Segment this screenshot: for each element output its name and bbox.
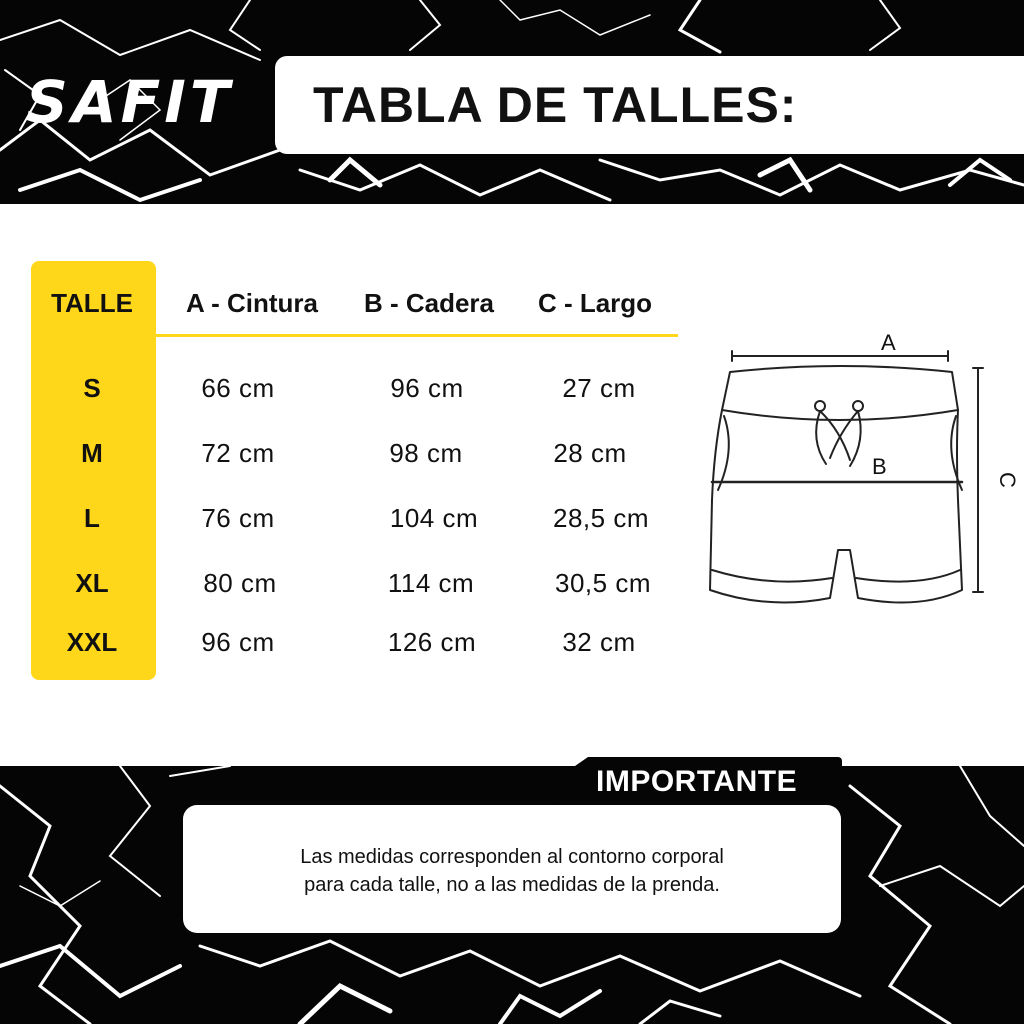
hip-value: 114 cm [387, 568, 475, 598]
waist-value: 80 cm [203, 568, 277, 598]
waist-value: 76 cm [201, 503, 275, 533]
waist-value: 96 cm [201, 627, 275, 657]
important-tag: IMPORTANTE [596, 765, 798, 798]
waist-value: 66 cm [201, 373, 275, 403]
label-c: C [995, 472, 1020, 488]
hip-value: 98 cm [389, 438, 463, 468]
size-label: L [84, 503, 100, 533]
hip-value: 126 cm [387, 627, 477, 657]
title-panel [275, 56, 1024, 154]
size-label: M [81, 438, 103, 468]
page-title: TABLA DE TALLES: [313, 77, 798, 133]
length-value: 32 cm [562, 627, 636, 657]
hip-value: 96 cm [390, 373, 464, 403]
notice-line-2: para cada talle, no a las medidas de la prenda. [304, 874, 720, 896]
shorts-diagram [700, 320, 1020, 630]
size-column-highlight [31, 261, 156, 680]
size-label: S [83, 373, 101, 403]
brand-logo: SAFIT [26, 68, 234, 136]
label-a: A [881, 330, 896, 355]
waist-value: 72 cm [201, 438, 275, 468]
size-label: XL [75, 568, 109, 598]
column-header-hip: B - Cadera [363, 288, 495, 318]
label-b: B [872, 454, 887, 479]
length-value: 30,5 cm [555, 568, 651, 598]
notice-line-1: Las medidas corresponden al contorno corporal [300, 846, 724, 868]
column-header-size: TALLE [51, 288, 133, 318]
length-value: 28,5 cm [553, 503, 649, 533]
header-divider [156, 334, 678, 337]
hip-value: 104 cm [389, 503, 479, 533]
column-header-waist: A - Cintura [186, 288, 318, 318]
size-label: XXL [66, 627, 118, 657]
length-value: 28 cm [553, 438, 627, 468]
notice-box [183, 805, 841, 933]
length-value: 27 cm [562, 373, 636, 403]
column-header-length: C - Largo [537, 288, 653, 318]
